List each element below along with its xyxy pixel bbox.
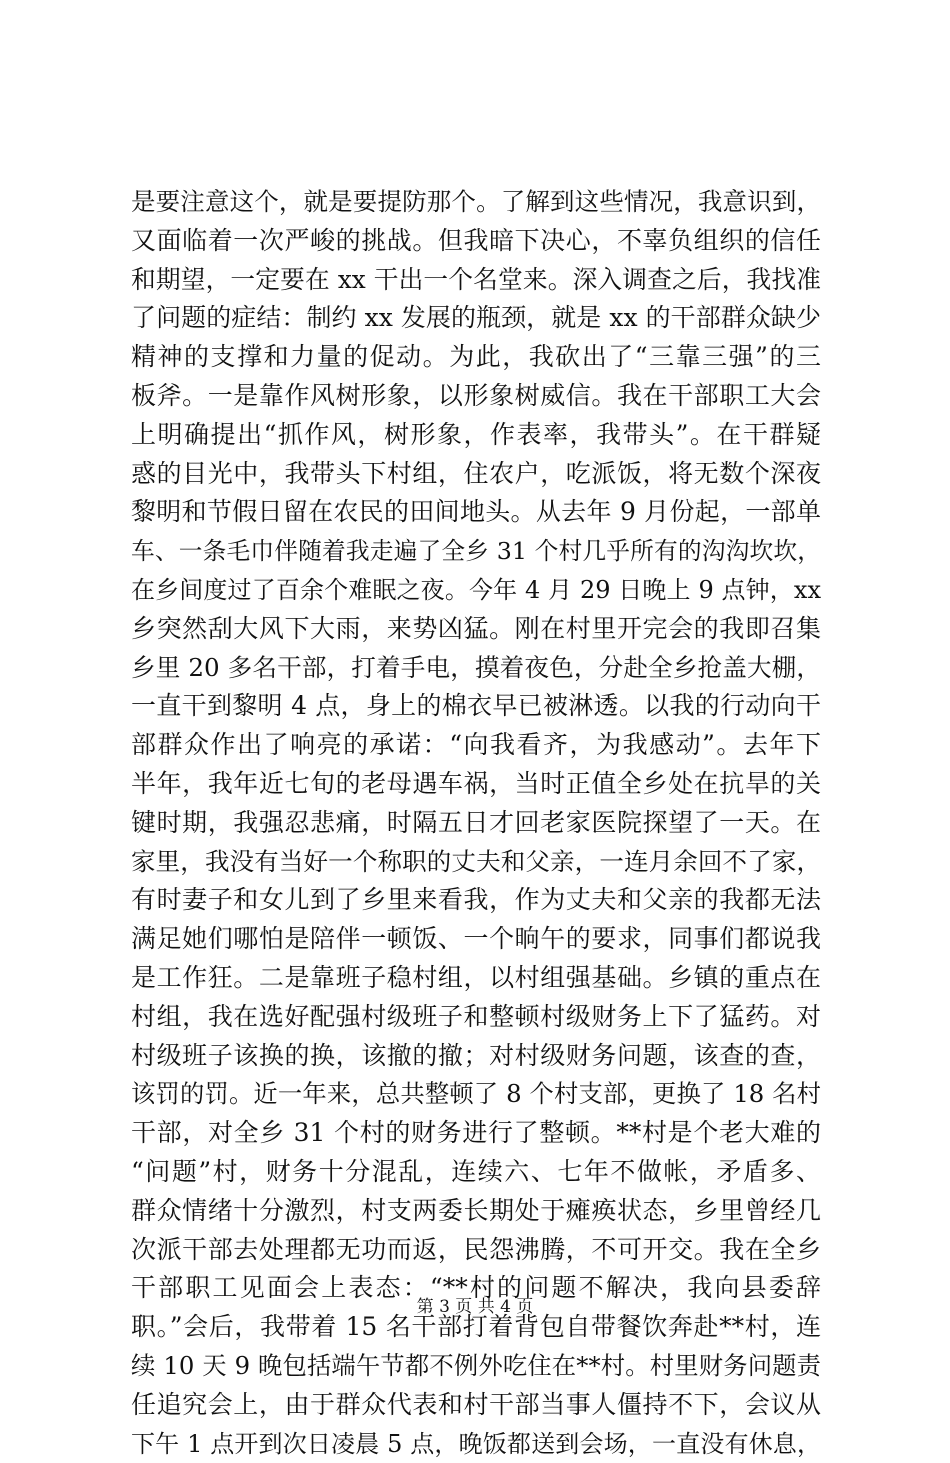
text-line: 村组，我在选好配强村级班子和整顿村级财务上下了猛药。对 (131, 998, 821, 1037)
text-line: 又面临着一次严峻的挑战。但我暗下决心，不辜负组织的信任 (131, 222, 821, 261)
body-text (131, 183, 821, 1463)
text-line: 和期望，一定要在 xx 干出一个名堂来。深入调查之后，我找准 (131, 261, 821, 300)
text-line: 职。”会后，我带着 15 名干部打着背包自带餐饮奔赴**村，连 (131, 1308, 821, 1347)
text-line: 板斧。一是靠作风树形象，以形象树威信。我在干部职工大会 (131, 377, 821, 416)
text-line: 乡里 20 多名干部，打着手电，摸着夜色，分赴全乡抢盖大棚， (131, 649, 821, 688)
text-line: 车、一条毛巾伴随着我走遍了全乡 31 个村几乎所有的沟沟坎坎， (131, 532, 821, 571)
text-line: 干部职工见面会上表态：“**村的问题不解决，我向县委辞 (131, 1269, 821, 1308)
text-line: 家里，我没有当好一个称职的丈夫和父亲，一连月余回不了家， (131, 843, 821, 882)
text-line: 续 10 天 9 晚包括端午节都不例外吃住在**村。村里财务问题责 (131, 1347, 821, 1386)
text-line: 乡突然刮大风下大雨，来势凶猛。刚在村里开完会的我即召集 (131, 610, 821, 649)
text-line: 键时期，我强忍悲痛，时隔五日才回老家医院探望了一天。在 (131, 804, 821, 843)
text-line: 惑的目光中，我带头下村组，住农户，吃派饭，将无数个深夜 (131, 455, 821, 494)
text-line: 是工作狂。二是靠班子稳村组，以村组强基础。乡镇的重点在 (131, 959, 821, 998)
text-line: 次派干部去处理都无功而返，民怨沸腾，不可开交。我在全乡 (131, 1231, 821, 1270)
text-line: 下午 1 点开到次日凌晨 5 点，晚饭都送到会场，一直没有休息， (131, 1425, 821, 1463)
text-line: 黎明和节假日留在农民的田间地头。从去年 9 月份起，一部单 (131, 493, 821, 532)
text-line: 是要注意这个，就是要提防那个。了解到这些情况，我意识到， (131, 183, 821, 222)
text-line: “问题”村，财务十分混乱，连续六、七年不做帐，矛盾多、 (131, 1153, 821, 1192)
text-line: 半年，我年近七旬的老母遇车祸，当时正值全乡处在抗旱的关 (131, 765, 821, 804)
page-footer: 第 3 页 共 4 页 (0, 1296, 950, 1318)
text-line: 上明确提出“抓作风，树形象，作表率，我带头”。在干群疑 (131, 416, 821, 455)
text-line: 村级班子该换的换，该撤的撤；对村级财务问题，该查的查， (131, 1037, 821, 1076)
text-line: 该罚的罚。近一年来，总共整顿了 8 个村支部，更换了 18 名村 (131, 1075, 821, 1114)
text-line: 了问题的症结：制约 xx 发展的瓶颈，就是 xx 的干部群众缺少 (131, 299, 821, 338)
text-line: 群众情绪十分激烈，村支两委长期处于瘫痪状态，乡里曾经几 (131, 1192, 821, 1231)
text-line: 任追究会上，由于群众代表和村干部当事人僵持不下，会议从 (131, 1386, 821, 1425)
text-line: 满足她们哪怕是陪伴一顿饭、一个晌午的要求，同事们都说我 (131, 920, 821, 959)
text-line: 一直干到黎明 4 点，身上的棉衣早已被淋透。以我的行动向干 (131, 687, 821, 726)
text-line: 有时妻子和女儿到了乡里来看我，作为丈夫和父亲的我都无法 (131, 881, 821, 920)
text-line: 在乡间度过了百余个难眠之夜。今年 4 月 29 日晚上 9 点钟，xx (131, 571, 821, 610)
text-line: 部群众作出了响亮的承诺：“向我看齐，为我感动”。去年下 (131, 726, 821, 765)
text-line: 精神的支撑和力量的促动。为此，我砍出了“三靠三强”的三 (131, 338, 821, 377)
text-line: 干部，对全乡 31 个村的财务进行了整顿。**村是个老大难的 (131, 1114, 821, 1153)
